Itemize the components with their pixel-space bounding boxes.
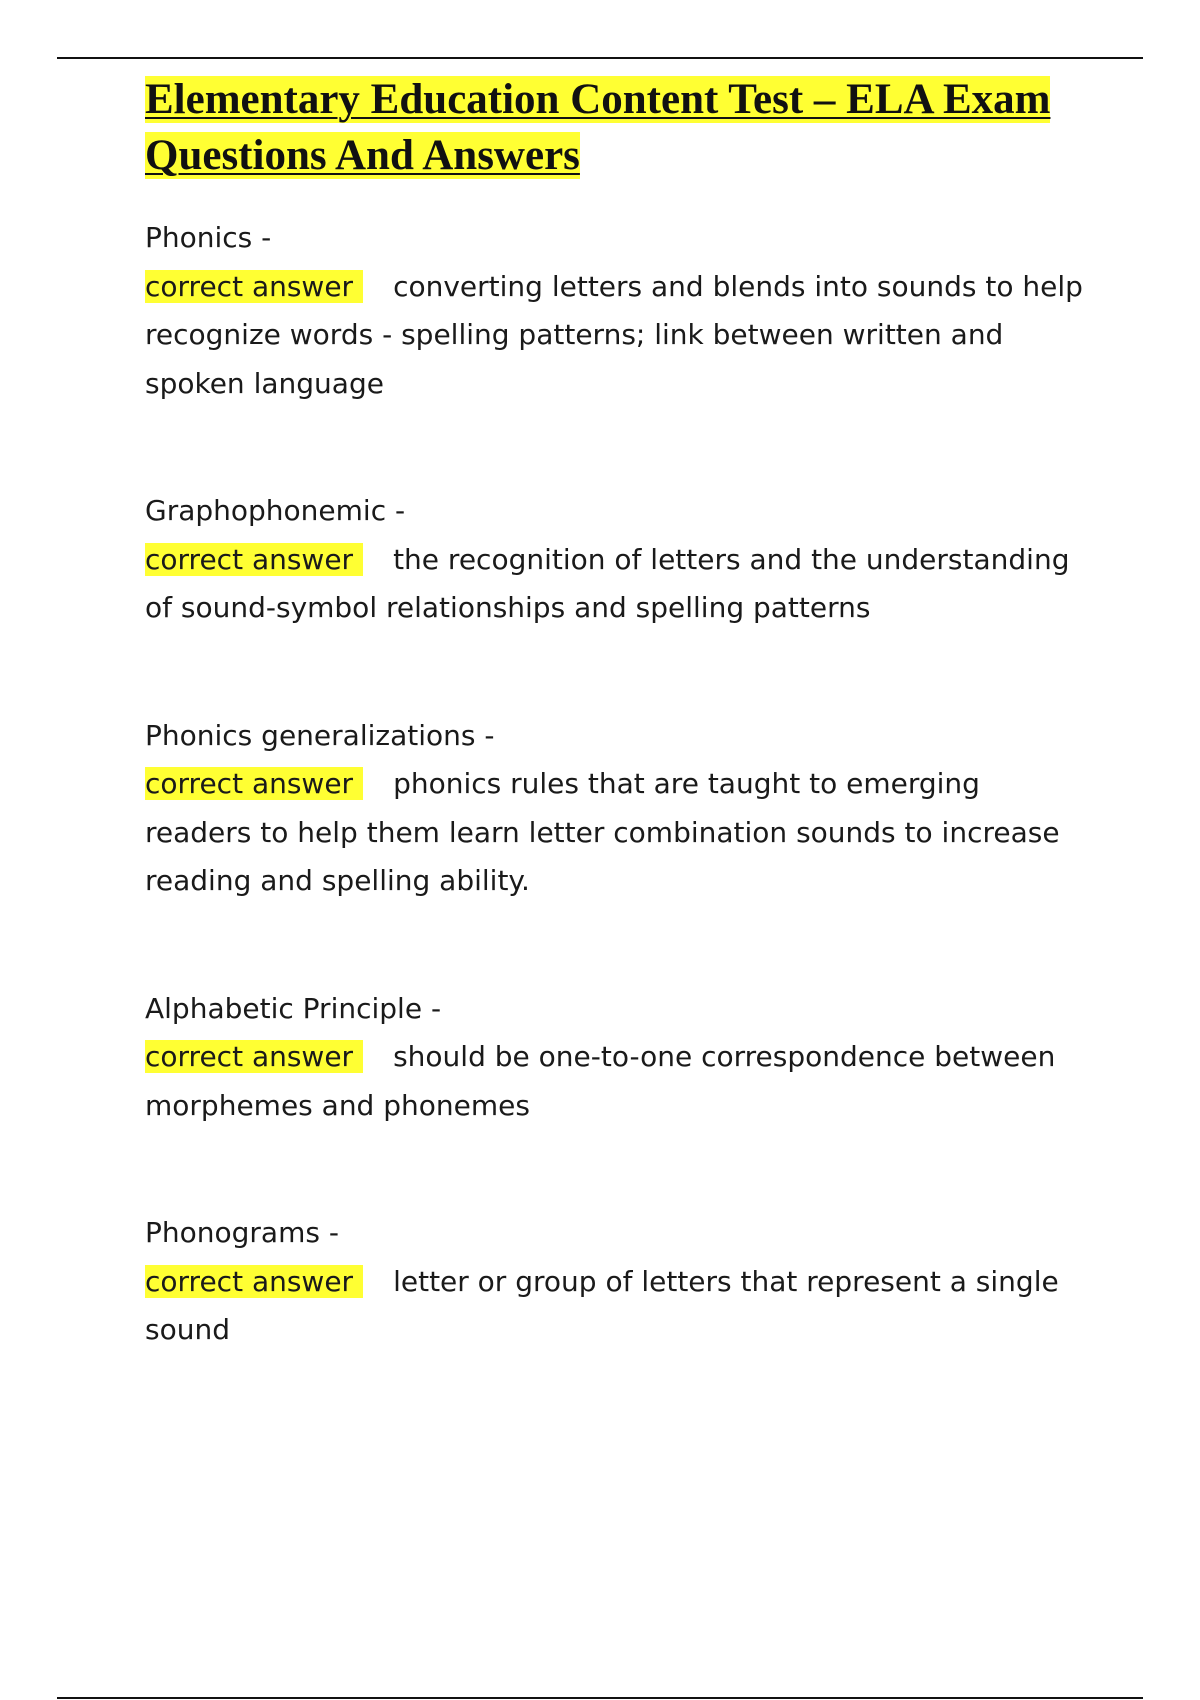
qa-answer: should be one-to-one correspondence between morphemes and phonemes bbox=[145, 1040, 1056, 1122]
answer-label: correct answer bbox=[145, 543, 363, 576]
qa-item bbox=[145, 712, 1085, 906]
qa-item bbox=[145, 214, 1085, 408]
qa-term: Graphophonemic - bbox=[145, 494, 406, 527]
qa-term: Phonics - bbox=[145, 221, 272, 254]
document-title-text: Elementary Education Content Test – ELA Exam Questions And Answers bbox=[145, 76, 1051, 179]
qa-answer: letter or group of letters that represent a single sound bbox=[145, 1264, 1059, 1346]
qa-term: Phonics generalizations - bbox=[145, 718, 495, 752]
qa-item bbox=[145, 985, 1085, 1131]
qa-item bbox=[145, 1209, 1085, 1355]
answer-label: correct answer bbox=[145, 1040, 363, 1073]
top-rule bbox=[57, 57, 1143, 59]
qa-item bbox=[145, 487, 1085, 633]
document-title bbox=[145, 72, 1085, 184]
qa-answer: converting letters and blends into sounds to help recognize words - spelling patterns; link between written and spoken language bbox=[145, 269, 1083, 400]
bottom-rule bbox=[57, 1697, 1143, 1699]
qa-answer: phonics rules that are taught to emerging readers to help them learn letter combination sounds to increase reading and spelling ability. bbox=[145, 767, 1060, 897]
qa-term: Alphabetic Principle - bbox=[145, 991, 442, 1025]
answer-label: correct answer bbox=[145, 1265, 363, 1298]
answer-label: correct answer bbox=[145, 270, 363, 303]
answer-label: correct answer bbox=[145, 767, 363, 800]
qa-answer: the recognition of letters and the understanding of sound-symbol relationships and spelling patterns bbox=[145, 542, 1070, 624]
page-content bbox=[145, 72, 1085, 1355]
qa-list bbox=[145, 214, 1085, 1355]
qa-term: Phonograms - bbox=[145, 1216, 339, 1249]
